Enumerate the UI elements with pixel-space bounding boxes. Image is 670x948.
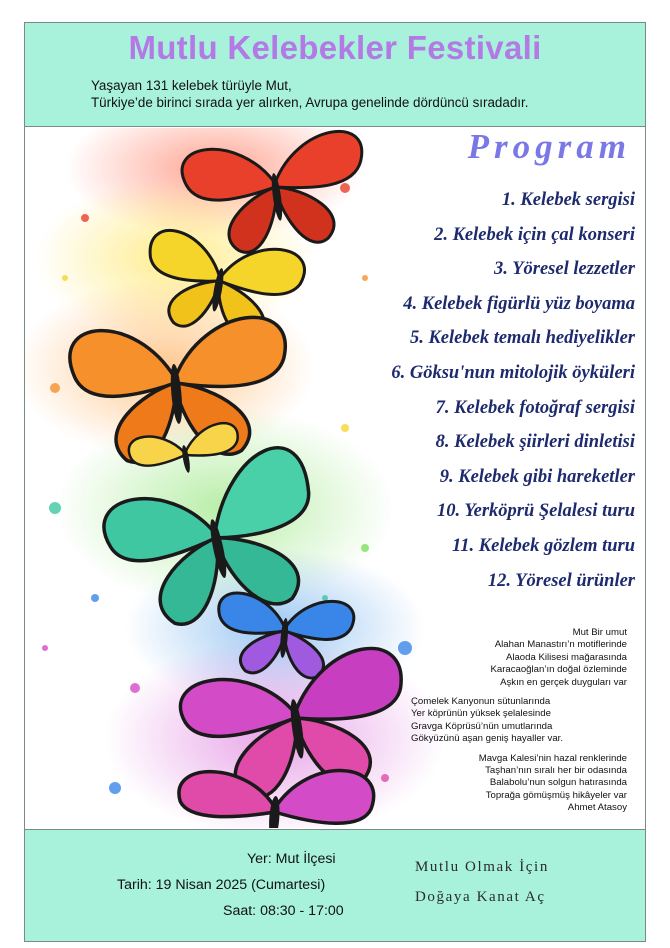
poem-line: Mavga Kalesi’nin hazal renklerinde (478, 752, 627, 764)
poem-line: Taşhan’nın sıralı her bir odasında (485, 765, 627, 777)
poem-author: Ahmet Atasoy (567, 802, 627, 814)
program-item: 9. Kelebek gibi hareketler (439, 466, 635, 487)
event-date: Tarih: 19 Nisan 2025 (Cumartesi) (117, 877, 326, 893)
poem-line: Aşkın en gerçek duyguları var (500, 676, 627, 688)
program-item: 3. Yöresel lezzetler (494, 259, 635, 280)
poem-line: Mut Bir umut (572, 627, 627, 638)
poem-stanza-2 (387, 696, 627, 746)
header-band (25, 23, 645, 127)
subtitle-line-1: Yaşayan 131 kelebek türüyle Mut, (91, 78, 292, 93)
poem-line: Yer köprünün yüksek şelalesinde (411, 708, 551, 720)
poem-line: Gökyüzünü aşan geniş hayaller var. (411, 733, 563, 745)
poem-stanza-1 (387, 627, 627, 689)
program-title: Program (467, 127, 631, 166)
poem-line: Alahan Manastırı’n motiflerinde (494, 639, 627, 651)
festival-title: Mutlu Kelebekler Festivali (128, 29, 542, 66)
event-place: Yer: Mut İlçesi (247, 851, 336, 867)
poem-line: Balabolu’nun solgun hatırasında (489, 777, 627, 789)
program-item: 2. Kelebek için çal konseri (434, 224, 635, 245)
program-item: 8. Kelebek şiirleri dinletisi (435, 432, 635, 453)
poster (24, 22, 646, 942)
program-item: 10. Yerköprü Şelalesi turu (436, 501, 635, 522)
poem-line: Alaoda Kilisesi mağarasında (505, 651, 627, 663)
program-item: 1. Kelebek sergisi (501, 190, 635, 210)
program-item: 11. Kelebek gözlem turu (452, 535, 635, 556)
poem (387, 627, 627, 822)
slogan-line-1: Mutlu Olmak İçin (415, 859, 549, 875)
poem-line: Toprağa gömüşmüş hikâyeler var (485, 789, 627, 801)
program-item: 12. Yöresel ürünler (487, 570, 635, 591)
poem-stanza-3 (387, 753, 627, 815)
poem-line: Karacaoğlan’ın doğal özleminde (490, 664, 627, 676)
poem-line: Gravga Köprüsü’nün umutlarında (411, 720, 553, 732)
slogan (385, 852, 615, 912)
subtitle-line-2: Türkiye’de birinci sırada yer alırken, Avrupa genelinde dördüncü sıradadır. (91, 95, 529, 110)
program-item: 5. Kelebek temalı hediyelikler (409, 328, 635, 349)
event-time: Saat: 08:30 - 17:00 (223, 903, 344, 919)
slogan-line-2: Doğaya Kanat Aç (415, 889, 546, 905)
footer-band (25, 829, 645, 942)
festival-subtitle (91, 77, 631, 111)
program-item: 4. Kelebek figürlü yüz boyama (403, 293, 635, 314)
poem-line: Çomelek Kanyonun sütunlarında (411, 696, 551, 708)
event-info (95, 846, 365, 924)
program-item: 7. Kelebek fotoğraf sergisi (435, 397, 635, 418)
program-list (275, 183, 635, 598)
program-item: 6. Göksu'nun mitolojik öyküleri (391, 362, 635, 383)
